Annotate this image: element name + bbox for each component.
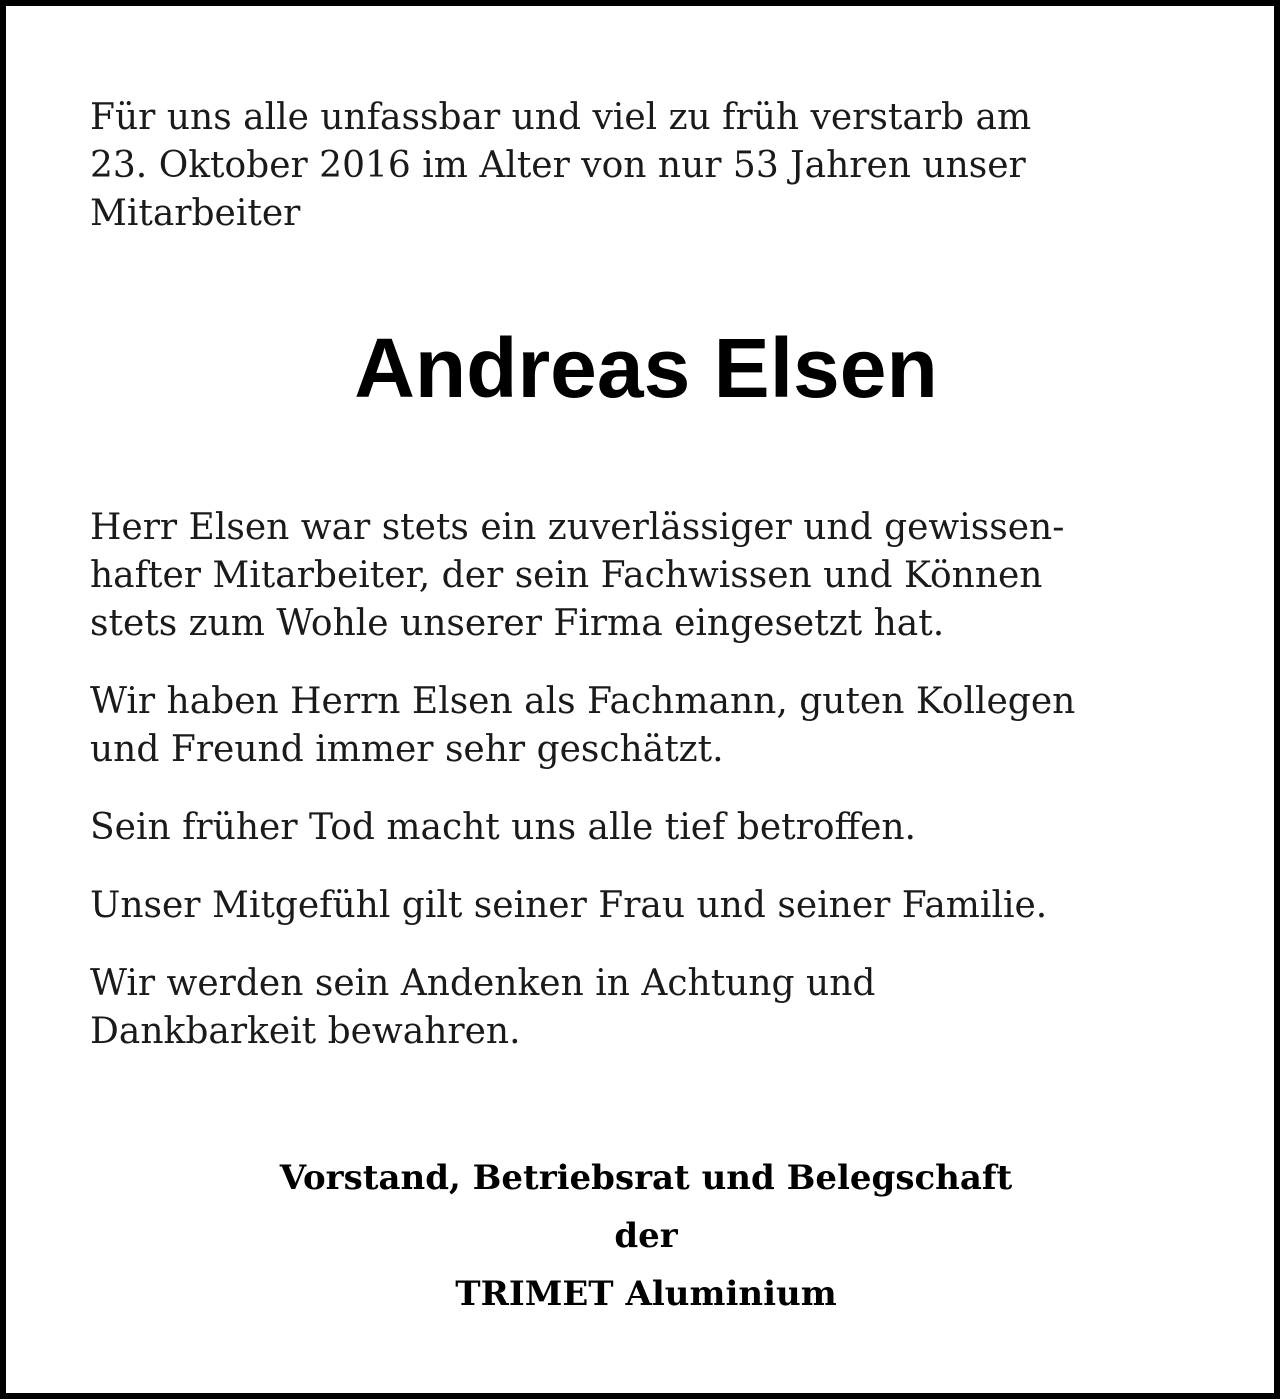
signature-line-2: der	[614, 1216, 678, 1256]
intro-text: Für uns alle unfassbar und viel zu früh verstarb am 23. Oktober 2016 im Alter von nur 53 Jahren unser Mitarbeiter	[90, 97, 1032, 234]
deceased-name: Andreas Elsen	[354, 321, 938, 415]
signature-block	[6, 1149, 1280, 1323]
tribute-paragraph-5: Wir werden sein Andenken in Achtung und Dankbarkeit bewahren.	[90, 963, 876, 1052]
tribute-paragraph-3: Sein früher Tod macht uns alle tief betroffen.	[90, 807, 916, 848]
signature-line-3: TRIMET Aluminium	[455, 1274, 837, 1314]
signature-line-1: Vorstand, Betriebsrat und Belegschaft	[279, 1158, 1013, 1198]
tribute-paragraph-4: Unser Mitgefühl gilt seiner Frau und seiner Familie.	[90, 885, 1048, 926]
tribute-paragraph-2: Wir haben Herrn Elsen als Fachmann, guten Kollegen und Freund immer sehr geschätzt.	[90, 681, 1076, 770]
tribute-body	[90, 504, 1220, 1086]
tribute-paragraph-1: Herr Elsen war stets ein zuverlässiger und gewissen- hafter Mitarbeiter, der sein Fachwissen und Können stets zum Wohle unserer Firma eingesetzt hat.	[90, 507, 1065, 644]
